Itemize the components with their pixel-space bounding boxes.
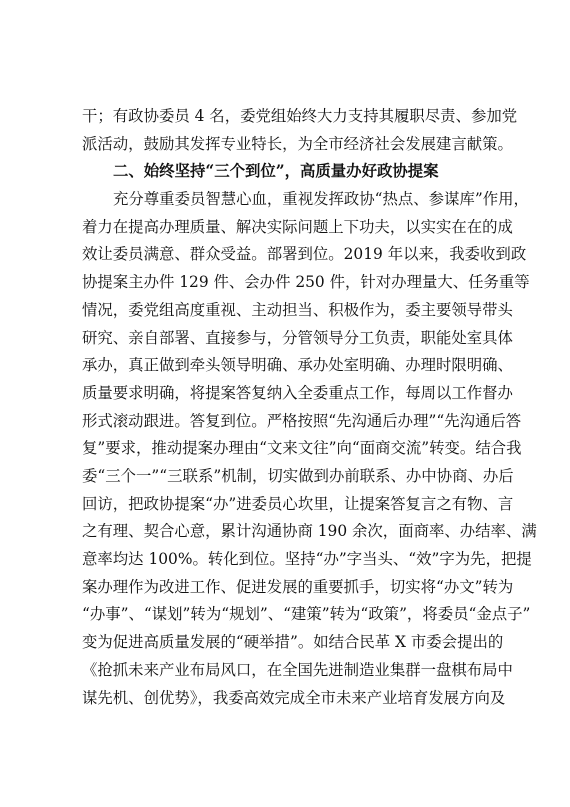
text-line: 意率均达 100%。转化到位。坚持“办”字当头、“效”字为先，把提 (82, 550, 532, 568)
text-line: 承办，真正做到牵头领导明确、承办处室明确、办理时限明确、 (82, 356, 513, 374)
text-line: 协提案主办件 129 件、会办件 250 件，针对办理量大、任务重等 (82, 273, 530, 291)
text-line: 效让委员满意、群众受益。部署到位。2019 年以来，我委收到政 (82, 245, 527, 263)
text-line: 形式滚动跟进。答复到位。严格按照“先沟通后办理”“先沟通后答 (82, 412, 522, 430)
text-line: 《抢抓未来产业布局风口，在全国先进制造业集群一盘棋布局中 (82, 661, 513, 679)
text-line: 研究、亲自部署、直接参与，分管领导分工负责，职能处室具体 (82, 329, 513, 347)
text-line: 情况，委党组高度重视、主动担当、积极作为，委主要领导带头 (82, 301, 513, 319)
text-line: 案办理作为改进工作、促进发展的重要抓手，切实将“办文”转为 (82, 578, 514, 596)
text-line: 谋先机、创优势》，我委高效完成全市未来产业培育发展方向及 (82, 689, 506, 707)
text-line: 质量要求明确，将提案答复纳入全委重点工作，每周以工作督办 (82, 384, 513, 402)
text-line: 委“三个一”“三联系”机制，切实做到办前联系、办中协商、办后 (82, 467, 514, 485)
text-line: 之有理、契合心意，累计沟通协商 190 余次，面商率、办结率、满 (82, 522, 537, 540)
text-line: 复”要求，推动提案办理由“文来文往”向“面商交流”转变。结合我 (82, 439, 522, 457)
text-line: 派活动，鼓励其发挥专业特长，为全市经济社会发展建言献策。 (82, 135, 513, 153)
section-heading: 二、始终坚持“三个到位”，高质量办好政协提案 (113, 162, 439, 180)
text-line: 着力在提高办理质量、解决实际问题上下功夫，以实实在在的成 (82, 218, 513, 236)
text-line: 干；有政协委员 4 名，委党组始终大力支持其履职尽责、参加党 (82, 107, 518, 125)
text-line: “办事”、“谋划”转为“规划”、“建策”转为“政策”，将委员“金点子” (82, 605, 531, 623)
text-line: 充分尊重委员智慧心血，重视发挥政协“热点、参谋库”作用， (113, 190, 529, 208)
text-line: 回访，把政协提案“办”进委员心坎里，让提案答复言之有物、言 (82, 495, 514, 513)
text-line: 变为促进高质量发展的“硬举措”。如结合民革 X 市委会提出的 (82, 633, 504, 651)
